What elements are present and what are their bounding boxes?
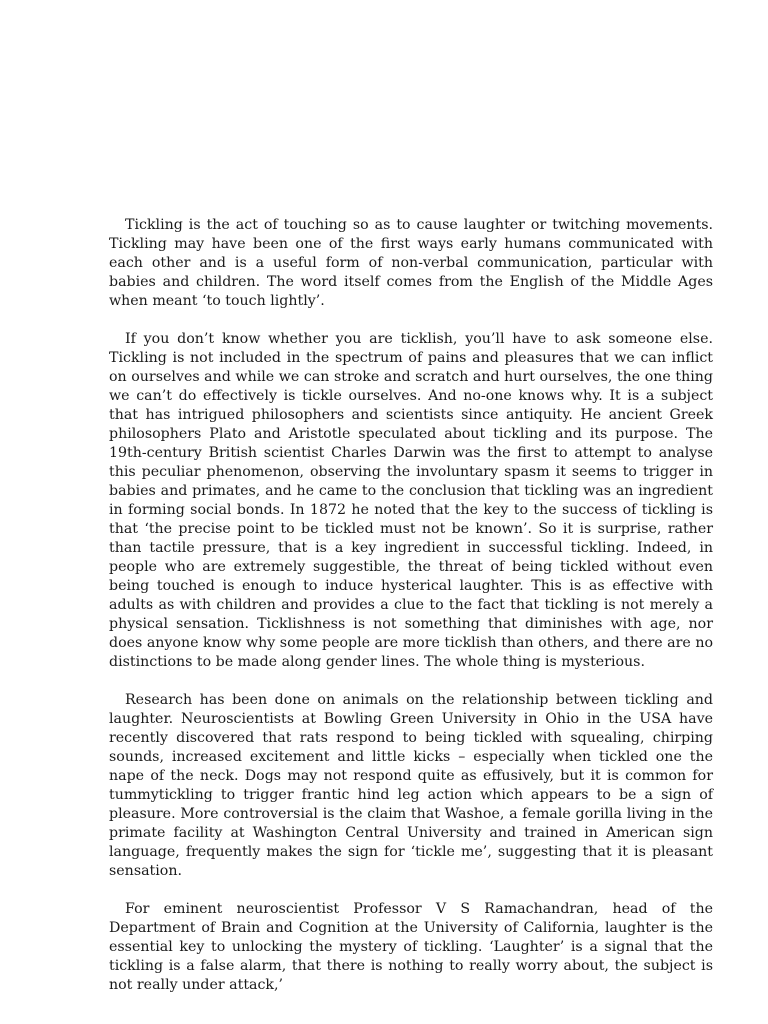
paragraph-ramachandran: For eminent neuroscientist Professor V S Ramachandran, head of the Department of Brain and Cognition at the University of California, laughter is the essential key to unlocking the mystery of tickling. ‘Laughter’ is a signal that the tickling is a false alarm, that there is nothing to really worry about, the subject is not really under attack,’	[109, 901, 713, 993]
paragraph-animal-research: Research has been done on animals on the relationship between tickling and laughter. Neuroscientists at Bowling Green University in Ohio in the USA have recently discovered that rats respond to being tickled with squealing, chirping sounds, increased excitement and little kicks – especially when tickled one the nape of the neck. Dogs may not respond quite as effusively, but it is common for tummytickling to trigger frantic hind leg action which appears to be a sign of pleasure. More controversial is the claim that Washoe, a female gorilla living in the primate facility at Washington Central University and trained in American sign language, frequently makes the sign for ‘tickle me’, suggesting that it is pleasant sensation.	[109, 692, 713, 879]
paragraph-intro: Tickling is the act of touching so as to cause laughter or twitching movements. Tickling may have been one of the first ways early humans communicated with each other and is a useful form of non-verbal communication, particular with babies and children. The word itself comes from the English of the Middle Ages when meant ‘to touch lightly’.	[109, 217, 713, 309]
article-body	[109, 216, 713, 995]
paragraph-ticklish-self: If you don’t know whether you are ticklish, you’ll have to ask someone else. Tickling is not included in the spectrum of pains and pleasures that we can inflict on ourselves and while we can stroke and scratch and hurt ourselves, the one thing we can’t do effectively is tickle ourselves. And no-one knows why. It is a subject that has intrigued philosophers and scientists since antiquity. He ancient Greek philosophers Plato and Aristotle speculated about tickling and its purpose. The 19th-century British scientist Charles Darwin was the first to attempt to analyse this peculiar phenomenon, observing the involuntary spasm it seems to trigger in babies and primates, and he came to the conclusion that tickling was an ingredient in forming social bonds. In 1872 he noted that the key to the success of tickling is that ‘the precise point to be tickled must not be known’. So it is surprise, rather than tactile pressure, that is a key ingredient in successful tickling. Indeed, in people who are extremely suggestible, the threat of being tickled without even being touched is enough to induce hysterical laughter. This is as effective with adults as with children and provides a clue to the fact that tickling is not merely a physical sensation. Ticklishness is not something that diminishes with age, nor does anyone know why some people are more ticklish than others, and there are no distinctions to be made along gender lines. The whole thing is mysterious.	[109, 331, 713, 670]
